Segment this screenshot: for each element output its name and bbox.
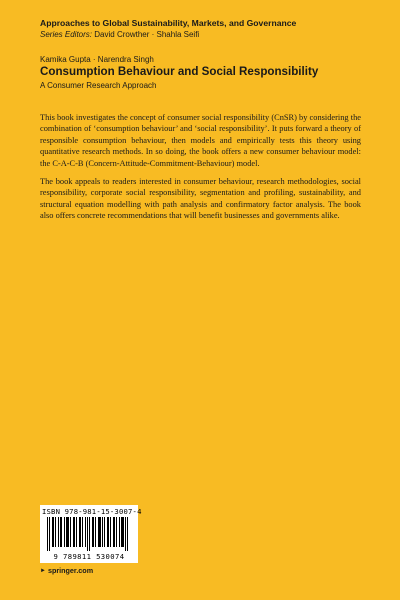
arrow-right-icon: ►: [40, 567, 46, 574]
series-editors-names: David Crowther · Shahla Seifi: [94, 30, 200, 39]
barcode-digits: 9 789811 530074: [53, 552, 125, 561]
series-title: Approaches to Global Sustainability, Markets, and Governance: [40, 18, 297, 28]
isbn-barcode: [40, 505, 142, 563]
series-editors: [40, 30, 199, 39]
publisher-link-text[interactable]: springer.com: [47, 566, 94, 575]
book-subtitle: A Consumer Research Approach: [40, 81, 157, 90]
blurb-paragraph: The book appeals to readers interested in consumer behaviour, research methodologies, social responsibility, corporate social responsibility, segmentation and profiling, sustainability, and structural equation modelling with path analysis and confirmatory factor analysis. The book also offers concrete recommendations that will benefit businesses and governments alike.: [40, 177, 361, 221]
book-title: Consumption Behaviour and Social Responsibility: [40, 65, 319, 78]
back-cover-blurb: [40, 112, 361, 229]
series-editors-label: Series Editors:: [40, 30, 93, 39]
blurb-paragraph: This book investigates the concept of consumer social responsibility (CnSR) by considering the combination of ‘consumption behaviour’ and ‘social responsibility’. It puts forward a theory of responsible consumption behaviour, then models and empirically tests this theory using quantitative research methods. In so doing, the book offers a new consumer behaviour model: the C-A-C-B (Concern-Attitude-Commitment-Behaviour) model.: [40, 113, 361, 168]
book-authors: Kamika Gupta · Narendra Singh: [40, 55, 154, 64]
isbn-label: ISBN 978-981-15-3007-4: [42, 507, 142, 516]
publisher-link[interactable]: [40, 566, 93, 575]
barcode-bars: [43, 517, 135, 551]
